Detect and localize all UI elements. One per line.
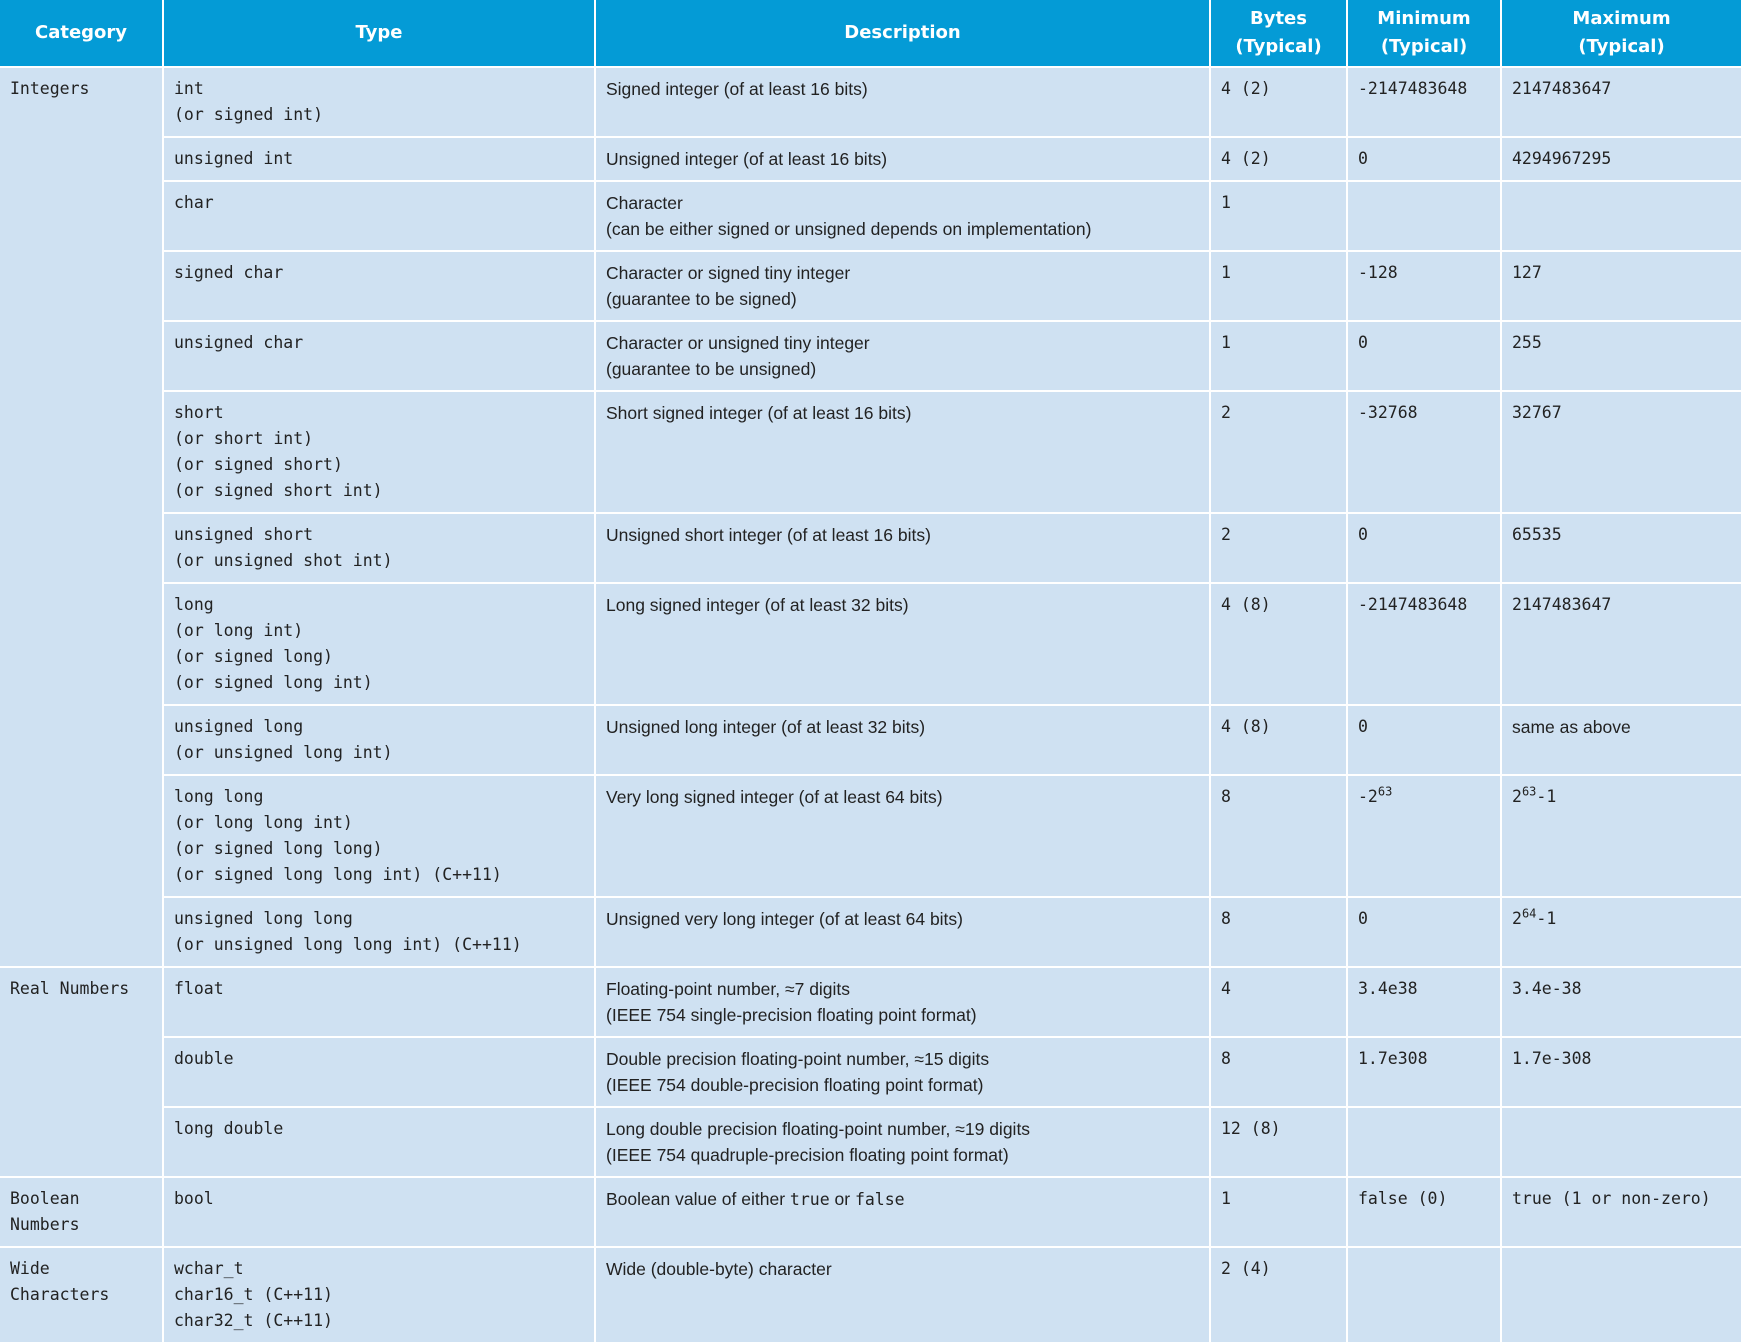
description-cell: Long double precision floating-point number, ≈19 digits (IEEE 754 quadruple-precision floating point format) <box>595 1107 1210 1177</box>
type-cell: unsigned short (or unsigned shot int) <box>163 513 595 583</box>
min-cell: -32768 <box>1347 391 1501 513</box>
bytes-cell: 1 <box>1210 321 1347 391</box>
max-cell: 1.7e-308 <box>1501 1037 1741 1107</box>
category-real-numbers: Real Numbers <box>0 967 163 1177</box>
min-cell <box>1347 181 1501 251</box>
description-cell: Long signed integer (of at least 32 bits) <box>595 583 1210 705</box>
bytes-cell: 8 <box>1210 897 1347 967</box>
table-row <box>0 137 1741 181</box>
bytes-cell: 4 (2) <box>1210 137 1347 181</box>
max-cell: 127 <box>1501 251 1741 321</box>
table-row <box>0 251 1741 321</box>
type-cell: float <box>163 967 595 1037</box>
min-cell: 0 <box>1347 321 1501 391</box>
max-cell: 255 <box>1501 321 1741 391</box>
min-cell: 3.4e38 <box>1347 967 1501 1037</box>
bytes-cell: 4 (8) <box>1210 583 1347 705</box>
bytes-cell: 2 <box>1210 391 1347 513</box>
description-cell: Floating-point number, ≈7 digits (IEEE 754 single-precision floating point format) <box>595 967 1210 1037</box>
type-cell: wchar_t char16_t (C++11) char32_t (C++11) <box>163 1247 595 1343</box>
type-cell: int (or signed int) <box>163 67 595 137</box>
table-row <box>0 181 1741 251</box>
table-row <box>0 513 1741 583</box>
type-cell: char <box>163 181 595 251</box>
description-cell: Boolean value of either true or false <box>595 1177 1210 1247</box>
category-boolean-numbers: Boolean Numbers <box>0 1177 163 1247</box>
min-cell: 0 <box>1347 897 1501 967</box>
table-row <box>0 1037 1741 1107</box>
max-cell: same as above <box>1501 705 1741 775</box>
table-row <box>0 1247 1741 1343</box>
table-row <box>0 67 1741 137</box>
type-cell: unsigned long (or unsigned long int) <box>163 705 595 775</box>
table-row <box>0 391 1741 513</box>
max-cell: true (1 or non-zero) <box>1501 1177 1741 1247</box>
min-cell <box>1347 1107 1501 1177</box>
bytes-cell: 2 (4) <box>1210 1247 1347 1343</box>
max-cell: $2^{64}-1$ <box>1501 897 1741 967</box>
header-category: Category <box>0 0 163 67</box>
description-cell: Character or signed tiny integer (guarantee to be signed) <box>595 251 1210 321</box>
min-cell: -2147483648 <box>1347 67 1501 137</box>
bytes-cell: 8 <box>1210 775 1347 897</box>
bytes-cell: 12 (8) <box>1210 1107 1347 1177</box>
type-cell: unsigned char <box>163 321 595 391</box>
description-cell: Unsigned short integer (of at least 16 bits) <box>595 513 1210 583</box>
description-cell: Signed integer (of at least 16 bits) <box>595 67 1210 137</box>
max-cell <box>1501 1107 1741 1177</box>
max-cell: 4294967295 <box>1501 137 1741 181</box>
min-cell: -128 <box>1347 251 1501 321</box>
max-cell: 32767 <box>1501 391 1741 513</box>
description-cell: Very long signed integer (of at least 64 bits) <box>595 775 1210 897</box>
description-cell: Unsigned very long integer (of at least 64 bits) <box>595 897 1210 967</box>
max-cell: 2147483647 <box>1501 583 1741 705</box>
table-row <box>0 321 1741 391</box>
min-cell: false (0) <box>1347 1177 1501 1247</box>
description-cell: Character or unsigned tiny integer (guarantee to be unsigned) <box>595 321 1210 391</box>
type-cell: signed char <box>163 251 595 321</box>
description-cell: Unsigned integer (of at least 16 bits) <box>595 137 1210 181</box>
bytes-cell: 1 <box>1210 181 1347 251</box>
table-row <box>0 775 1741 897</box>
table-row <box>0 583 1741 705</box>
header-minimum: Minimum (Typical) <box>1347 0 1501 67</box>
description-cell: Double precision floating-point number, ≈15 digits (IEEE 754 double-precision floating point format) <box>595 1037 1210 1107</box>
type-cell: long long (or long long int) (or signed long long) (or signed long long int) (C++11) <box>163 775 595 897</box>
description-cell: Short signed integer (of at least 16 bits) <box>595 391 1210 513</box>
header-bytes: Bytes (Typical) <box>1210 0 1347 67</box>
header-description: Description <box>595 0 1210 67</box>
bytes-cell: 2 <box>1210 513 1347 583</box>
min-cell: 0 <box>1347 513 1501 583</box>
type-cell: double <box>163 1037 595 1107</box>
max-cell: 2147483647 <box>1501 67 1741 137</box>
type-cell: unsigned int <box>163 137 595 181</box>
min-cell: -2147483648 <box>1347 583 1501 705</box>
max-cell <box>1501 1247 1741 1343</box>
min-cell: $-2^{63}$ <box>1347 775 1501 897</box>
bytes-cell: 1 <box>1210 251 1347 321</box>
max-cell: 65535 <box>1501 513 1741 583</box>
table-row <box>0 1177 1741 1247</box>
category-integers: Integers <box>0 67 163 967</box>
header-maximum: Maximum (Typical) <box>1501 0 1741 67</box>
bytes-cell: 4 (8) <box>1210 705 1347 775</box>
bytes-cell: 8 <box>1210 1037 1347 1107</box>
table-row <box>0 967 1741 1037</box>
table-row <box>0 1107 1741 1177</box>
min-cell <box>1347 1247 1501 1343</box>
header-type: Type <box>163 0 595 67</box>
min-cell: 0 <box>1347 137 1501 181</box>
table-row <box>0 705 1741 775</box>
description-cell: Wide (double-byte) character <box>595 1247 1210 1343</box>
bytes-cell: 1 <box>1210 1177 1347 1247</box>
header-row <box>0 0 1741 67</box>
type-cell: long double <box>163 1107 595 1177</box>
max-cell <box>1501 181 1741 251</box>
description-cell: Character (can be either signed or unsigned depends on implementation) <box>595 181 1210 251</box>
description-cell: Unsigned long integer (of at least 32 bits) <box>595 705 1210 775</box>
min-cell: 0 <box>1347 705 1501 775</box>
type-cell: bool <box>163 1177 595 1247</box>
max-cell: $2^{63}-1$ <box>1501 775 1741 897</box>
bytes-cell: 4 <box>1210 967 1347 1037</box>
min-cell: 1.7e308 <box>1347 1037 1501 1107</box>
max-cell: 3.4e-38 <box>1501 967 1741 1037</box>
type-cell: short (or short int) (or signed short) (or signed short int) <box>163 391 595 513</box>
type-cell: unsigned long long (or unsigned long long int) (C++11) <box>163 897 595 967</box>
category-wide-characters: Wide Characters <box>0 1247 163 1343</box>
table-row <box>0 897 1741 967</box>
bytes-cell: 4 (2) <box>1210 67 1347 137</box>
type-cell: long (or long int) (or signed long) (or signed long int) <box>163 583 595 705</box>
